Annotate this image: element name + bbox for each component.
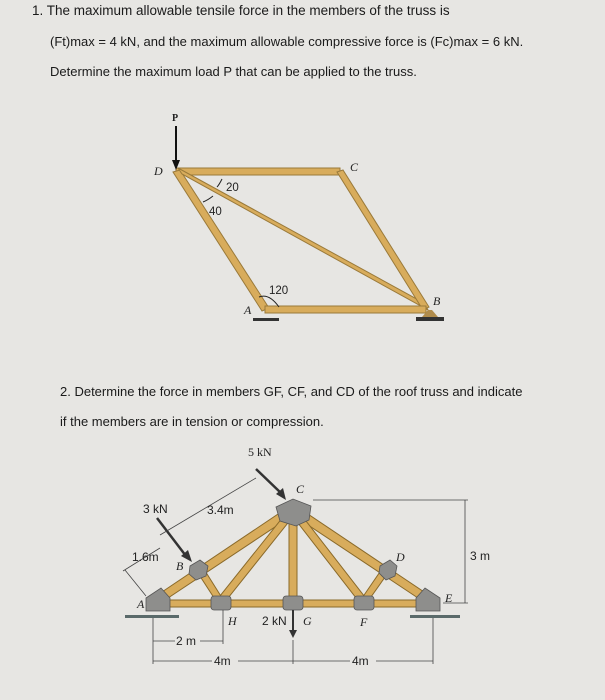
dimension-3-4m: 3.4m [207, 503, 234, 517]
gusset-f [354, 596, 374, 610]
dimension-4m-left: 4m [214, 654, 231, 668]
problem2-text-line2: if the members are in tension or compression. [60, 414, 324, 429]
problem1-text-line1: 1. The maximum allowable tensile force in the members of the truss is [32, 3, 450, 18]
dimension-1-6m: 1.6m [132, 550, 159, 564]
gusset-g [283, 596, 303, 610]
joint-label-f: F [360, 615, 368, 629]
dimension-4m-right: 4m [352, 654, 369, 668]
member-acd-top-left [150, 506, 296, 606]
load-label-2kn: 2 kN [262, 614, 287, 628]
load-label-3kn: 3 kN [143, 502, 168, 516]
joint-label-b: B [176, 559, 184, 573]
problem1-text-line2: (Ft)max = 4 kN, and the maximum allowable compressive force is (Fc)max = 6 kN. [50, 34, 524, 49]
problem1-text-line3: Determine the maximum load P that can be applied to the truss. [50, 64, 417, 79]
support-a [125, 615, 179, 618]
joint-label-b: B [433, 294, 441, 308]
member-cde-top-right [290, 506, 436, 606]
angle-label-120: 120 [269, 285, 289, 297]
load-arrow-5kn [256, 469, 282, 494]
support-e [410, 615, 460, 618]
problem2-text-line1: 2. Determine the force in members GF, CF, and CD of the roof truss and indicate [60, 384, 523, 399]
joint-label-d: D [154, 164, 163, 178]
joint-label-d: D [396, 550, 405, 564]
load-label-5kn: 5 kN [248, 445, 272, 459]
angle-label-40: 40 [209, 206, 222, 218]
angle-label-20: 20 [226, 182, 239, 194]
joint-label-e: E [445, 591, 453, 605]
joint-label-a: A [137, 597, 145, 611]
joint-label-a: A [244, 303, 252, 317]
load-arrow-3kn [157, 518, 186, 556]
joint-label-c: C [350, 160, 359, 174]
load-label-p: P [172, 113, 179, 124]
gusset-h [211, 596, 231, 610]
joint-label-h: H [228, 614, 237, 628]
joint-label-g: G [303, 614, 312, 628]
dimension-2m: 2 m [176, 634, 197, 648]
dimension-3m: 3 m [470, 549, 491, 563]
joint-label-c: C [296, 482, 305, 496]
